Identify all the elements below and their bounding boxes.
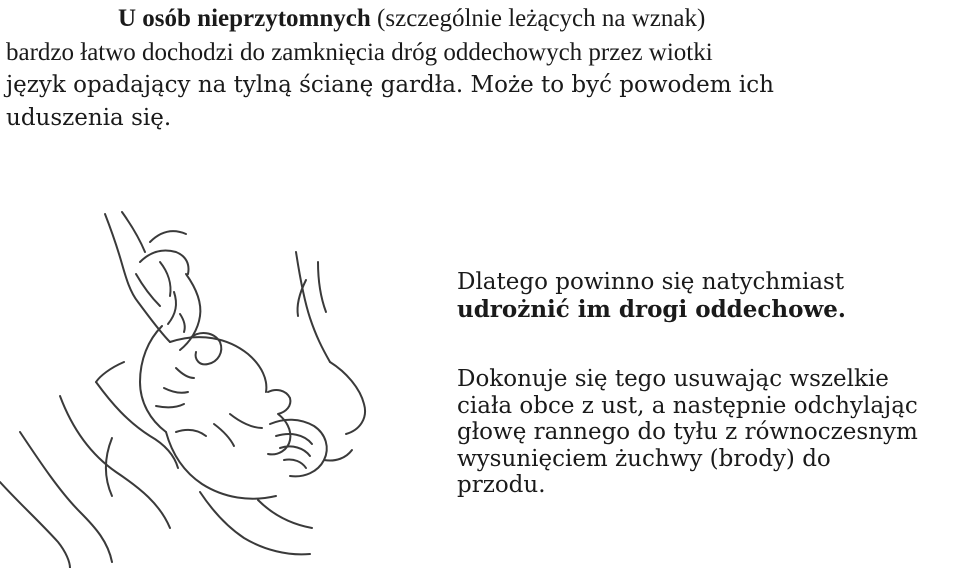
neck-outline [166, 432, 276, 499]
body-outline [20, 432, 112, 562]
intro-paragraph [6, 2, 946, 135]
procedure-line-5: przodu. [457, 472, 546, 498]
intro-line-3: język opadający na tylną ścianę gardła. Może to być powodem ich [6, 72, 774, 98]
intro-line-1-rest: (szczególnie leżących na wznak) [370, 5, 706, 32]
procedure-line-3: głowę rannego do tyłu z równoczesnym [457, 419, 918, 445]
intro-line-1 [6, 2, 946, 36]
airway-instruction-paragraph [457, 269, 957, 323]
airway-instruction-line-2: udrożnić im drogi oddechowe. [457, 296, 846, 323]
intro-line-2: bardzo łatwo dochodzi do zamknięcia dróg oddechowych przez wiotki [6, 39, 713, 66]
procedure-line-2: ciała obce z ust, a następnie odchylając [457, 392, 918, 419]
intro-bold-phrase: U osób nieprzytomnych [118, 5, 371, 32]
intro-line-4: uduszenia się. [6, 105, 172, 131]
lower-arm-outline [330, 362, 365, 434]
airway-opening-illustration [0, 192, 450, 568]
procedure-line-1: Dokonuje się tego usuwając wszelkie [457, 366, 889, 392]
airway-instruction-line-1: Dlatego powinno się natychmiast [457, 269, 845, 295]
procedure-paragraph [457, 366, 957, 499]
face-profile [268, 390, 290, 454]
procedure-line-4: wysunięciem żuchwy (brody) do [457, 445, 831, 472]
